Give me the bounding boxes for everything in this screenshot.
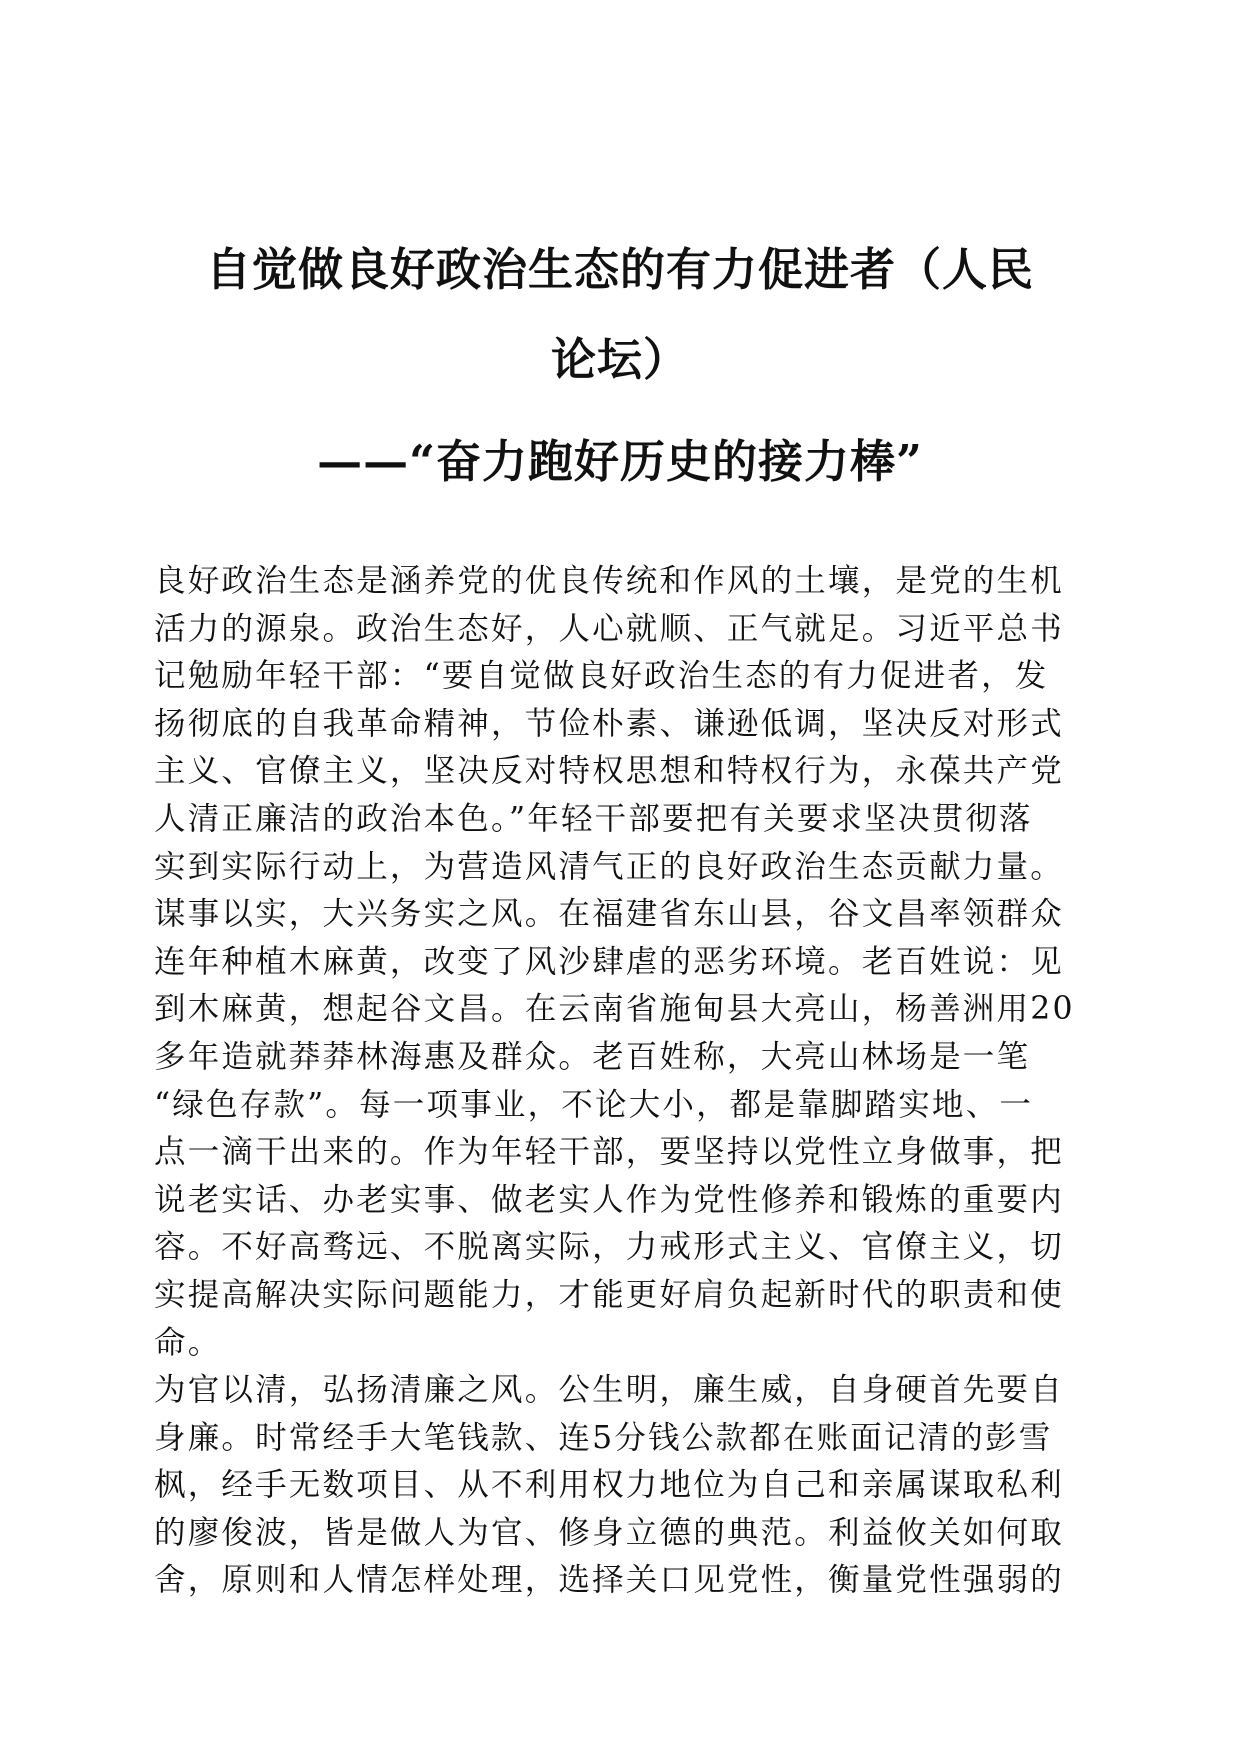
body-line: 枫，经手无数项目、从不利用权力地位为自己和亲属谋取私利 [154,1467,1064,1504]
body-line: 扬彻底的自我革命精神，节俭朴素、谦逊低调，坚决反对形式 [154,705,1064,742]
document-subtitle: ——“奋力跑好历史的接力棒” [317,435,923,488]
body-line: “绿色存款”。每一项事业，不论大小，都是靠脚踏实地、一 [154,1086,1034,1123]
title-line: 论坛） [550,333,689,386]
body-line: 多年造就莽莽林海惠及群众。老百姓称，大亮山林场是一笔 [154,1038,1031,1075]
body-line: 到木麻黄，想起谷文昌。在云南省施甸县大亮山，杨善洲用20 [154,991,1075,1028]
body-line: 良好政治生态是涵养党的优良传统和作风的土壤，是党的生机 [154,563,1064,599]
document-title [150,225,1090,405]
body-line: 连年种植木麻黄，改变了风沙肆虐的恶劣环境。老百姓说：见 [154,943,1064,980]
body-line: 谋事以实，大兴务实之风。在福建省东山县，谷文昌率领群众 [154,896,1064,933]
body-line: 的廖俊波，皆是做人为官、修身立德的典范。利益攸关如何取 [154,1514,1064,1551]
body-line: 说老实话、办老实事、做老实人作为党性修养和锻炼的重要内 [154,1181,1064,1218]
title-line: 自觉做良好政治生态的有力促进者（人民 [205,243,1034,296]
body-line: 容。不好高骛远、不脱离实际，力戒形式主义、官僚主义，切 [154,1229,1064,1266]
article-body [154,558,1084,1605]
body-line: 舍，原则和人情怎样处理，选择关口见党性，衡量党性强弱的 [154,1562,1064,1599]
body-line: 记勉励年轻干部：“要自觉做良好政治生态的有力促进者，发 [154,658,1049,695]
body-line: 为官以清，弘扬清廉之风。公生明，廉生威，自身硬首先要自 [154,1372,1064,1409]
body-line: 点一滴干出来的。作为年轻干部，要坚持以党性立身做事，把 [154,1134,1064,1171]
body-line: 人清正廉洁的政治本色。”年轻干部要把有关要求坚决贯彻落 [154,800,1033,837]
body-line: 实提高解决实际问题能力，才能更好肩负起新时代的职责和使 [154,1276,1064,1313]
body-line: 实到实际行动上，为营造风清气正的良好政治生态贡献力量。 [154,848,1064,885]
body-line: 主义、官僚主义，坚决反对特权思想和特权行为，永葆共产党 [154,753,1064,790]
body-line: 活力的源泉。政治生态好，人心就顺、正气就足。习近平总书 [154,610,1064,647]
body-line: 命。 [154,1324,222,1361]
body-line: 身廉。时常经手大笔钱款、连5分钱公款都在账面记清的彭雪 [154,1419,1053,1456]
